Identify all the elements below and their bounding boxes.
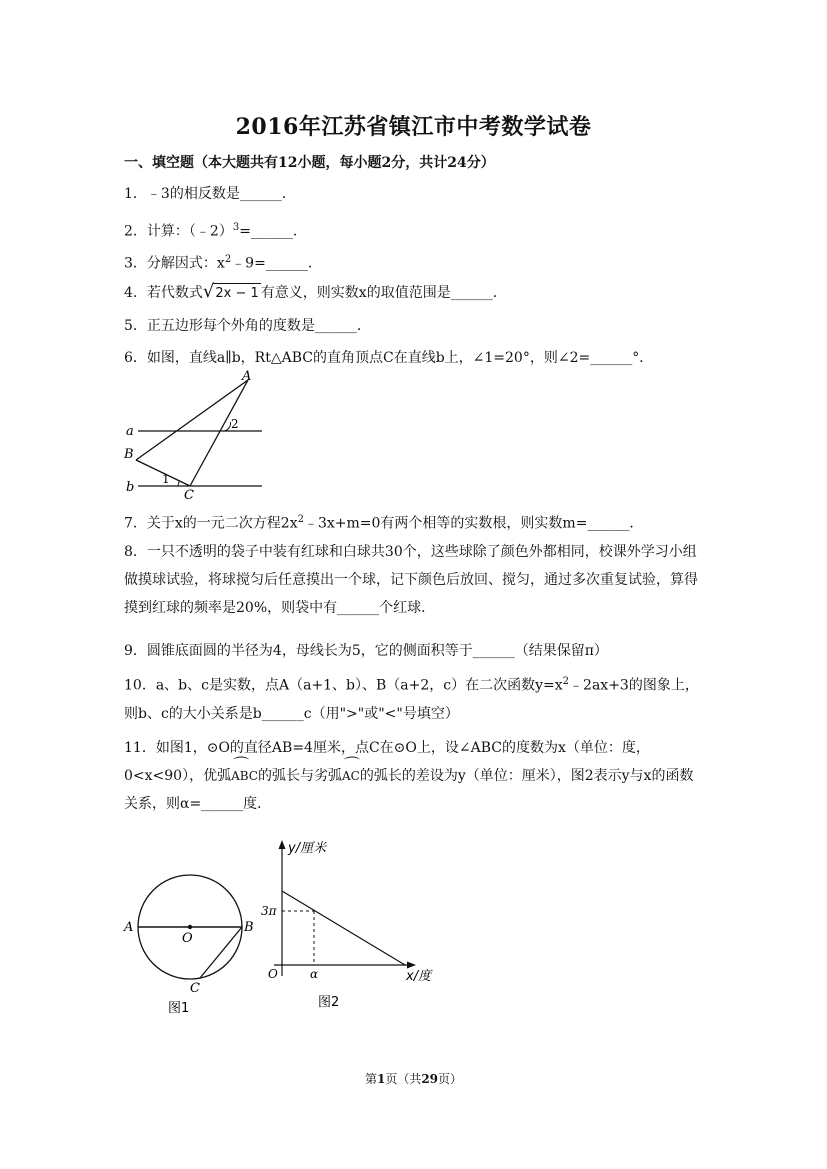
q7-text-a: 7．关于x的一元二次方程2x	[124, 515, 298, 532]
footer-total-pages: 29	[421, 1072, 439, 1086]
angle-1-arc	[178, 481, 180, 486]
figure-q6	[120, 368, 270, 502]
figure-1-circle	[118, 870, 268, 1020]
q10-text-a: 10．a、b、c是实数，点A（a+1、b）、B（a+2，c）在二次函数y=x	[124, 677, 563, 694]
q4-radicand: 2x − 1	[213, 283, 260, 304]
q11-text-b: 的弧长与劣弧	[257, 768, 342, 784]
question-9: 9．圆锥底面圆的半径为4，母线长为5，它的侧面积等于______（结果保留π）	[124, 643, 608, 659]
question-1: 1．﹣3的相反数是______．	[124, 186, 296, 202]
question-2	[124, 218, 307, 242]
label-B: B	[244, 920, 254, 935]
question-7	[124, 510, 643, 534]
q2-text-b: =______．	[239, 223, 307, 240]
q10-exponent: 2	[562, 676, 570, 687]
label-A: A	[124, 920, 134, 935]
label-a: a	[126, 424, 134, 439]
tick-alpha: α	[310, 967, 319, 981]
q3-text-b: ﹣9=______．	[231, 255, 322, 272]
label-C: C	[190, 981, 200, 996]
question-10	[124, 668, 704, 728]
q3-exponent: 2	[224, 254, 232, 265]
tick-3pi: 3π	[261, 904, 277, 918]
question-4	[124, 282, 507, 304]
label-angle-1: 1	[162, 472, 170, 486]
q10-text-b: ﹣2ax+3的图象上，则b、c的大小关系是b______c（用">"或"<"号填空）	[124, 677, 699, 722]
q7-text-b: ﹣3x+m=0有两个相等的实数根，则实数m=______．	[303, 515, 644, 532]
label-O: O	[182, 931, 193, 946]
q7-exponent: 2	[297, 514, 304, 525]
center-dot	[188, 925, 192, 929]
question-5: 5．正五边形每个外角的度数是______．	[124, 318, 371, 334]
q4-text-a: 4．若代数式	[124, 285, 203, 301]
segment-AC	[190, 380, 248, 486]
figure-2-caption: 图2	[318, 995, 340, 1010]
q2-text-a: 2．计算：（﹣2）	[124, 223, 233, 240]
q11-text-a: 11．如图1，⊙O的直径AB=4厘米，点C在⊙O上，设∠ABC的度数为x（单位：度，0<x<90），优弧	[124, 740, 650, 784]
footer-text-c: 页）	[438, 1072, 463, 1086]
label-C: C	[184, 488, 194, 502]
question-6: 6．如图，直线a∥b，Rt△ABC的直角顶点C在直线b上，∠1=20°，则∠2=______°．	[124, 350, 654, 366]
footer-text-a: 第	[364, 1072, 377, 1086]
minor-arc-AC: ⌒ AC	[342, 762, 360, 790]
question-8: 8．一只不透明的袋子中装有红球和白球共30个，这些球除了颜色外都相同，校课外学习小组做摸球试验，将球搅匀后任意摸出一个球，记下颜色后放回、搅匀，通过多次重复试验，算得摸到红球的频率是20%，则袋中有______个红球．	[124, 544, 698, 616]
q2-exponent: 3	[232, 222, 240, 233]
figure-1-caption: 图1	[168, 1001, 190, 1016]
label-b: b	[126, 480, 135, 495]
major-arc-ABC: ⌒ ABC	[231, 762, 258, 790]
x-axis-arrow-icon	[407, 962, 416, 969]
y-axis-arrow-icon	[279, 840, 286, 849]
page-footer	[0, 1070, 827, 1087]
figure-2-graph	[260, 838, 450, 1018]
footer-text-b: 页（共	[385, 1072, 422, 1086]
question-3	[124, 250, 322, 274]
label-B: B	[124, 447, 134, 462]
footer-page-number: 1	[376, 1072, 386, 1086]
page-title: 2016年江苏省镇江市中考数学试卷	[235, 114, 592, 140]
question-11	[124, 734, 704, 818]
q3-text-a: 3．分解因式：x	[124, 255, 225, 272]
origin-label: O	[268, 967, 278, 981]
label-A: A	[242, 369, 252, 384]
label-angle-2: 2	[231, 417, 239, 431]
section-heading: 一、填空题（本大题共有12小题，每小题2分，共计24分）	[124, 155, 495, 171]
radical-sign-icon: √	[202, 281, 215, 302]
q11-text-c: 的弧长的差设为y（单位：厘米），图2表示y与x的函数关系，则α=______度．	[124, 768, 694, 812]
y-axis-label: y/厘米	[288, 841, 327, 856]
function-line	[282, 891, 405, 965]
q4-text-b: 有意义，则实数x的取值范围是______．	[260, 285, 507, 301]
x-axis-label: x/度	[406, 969, 432, 984]
